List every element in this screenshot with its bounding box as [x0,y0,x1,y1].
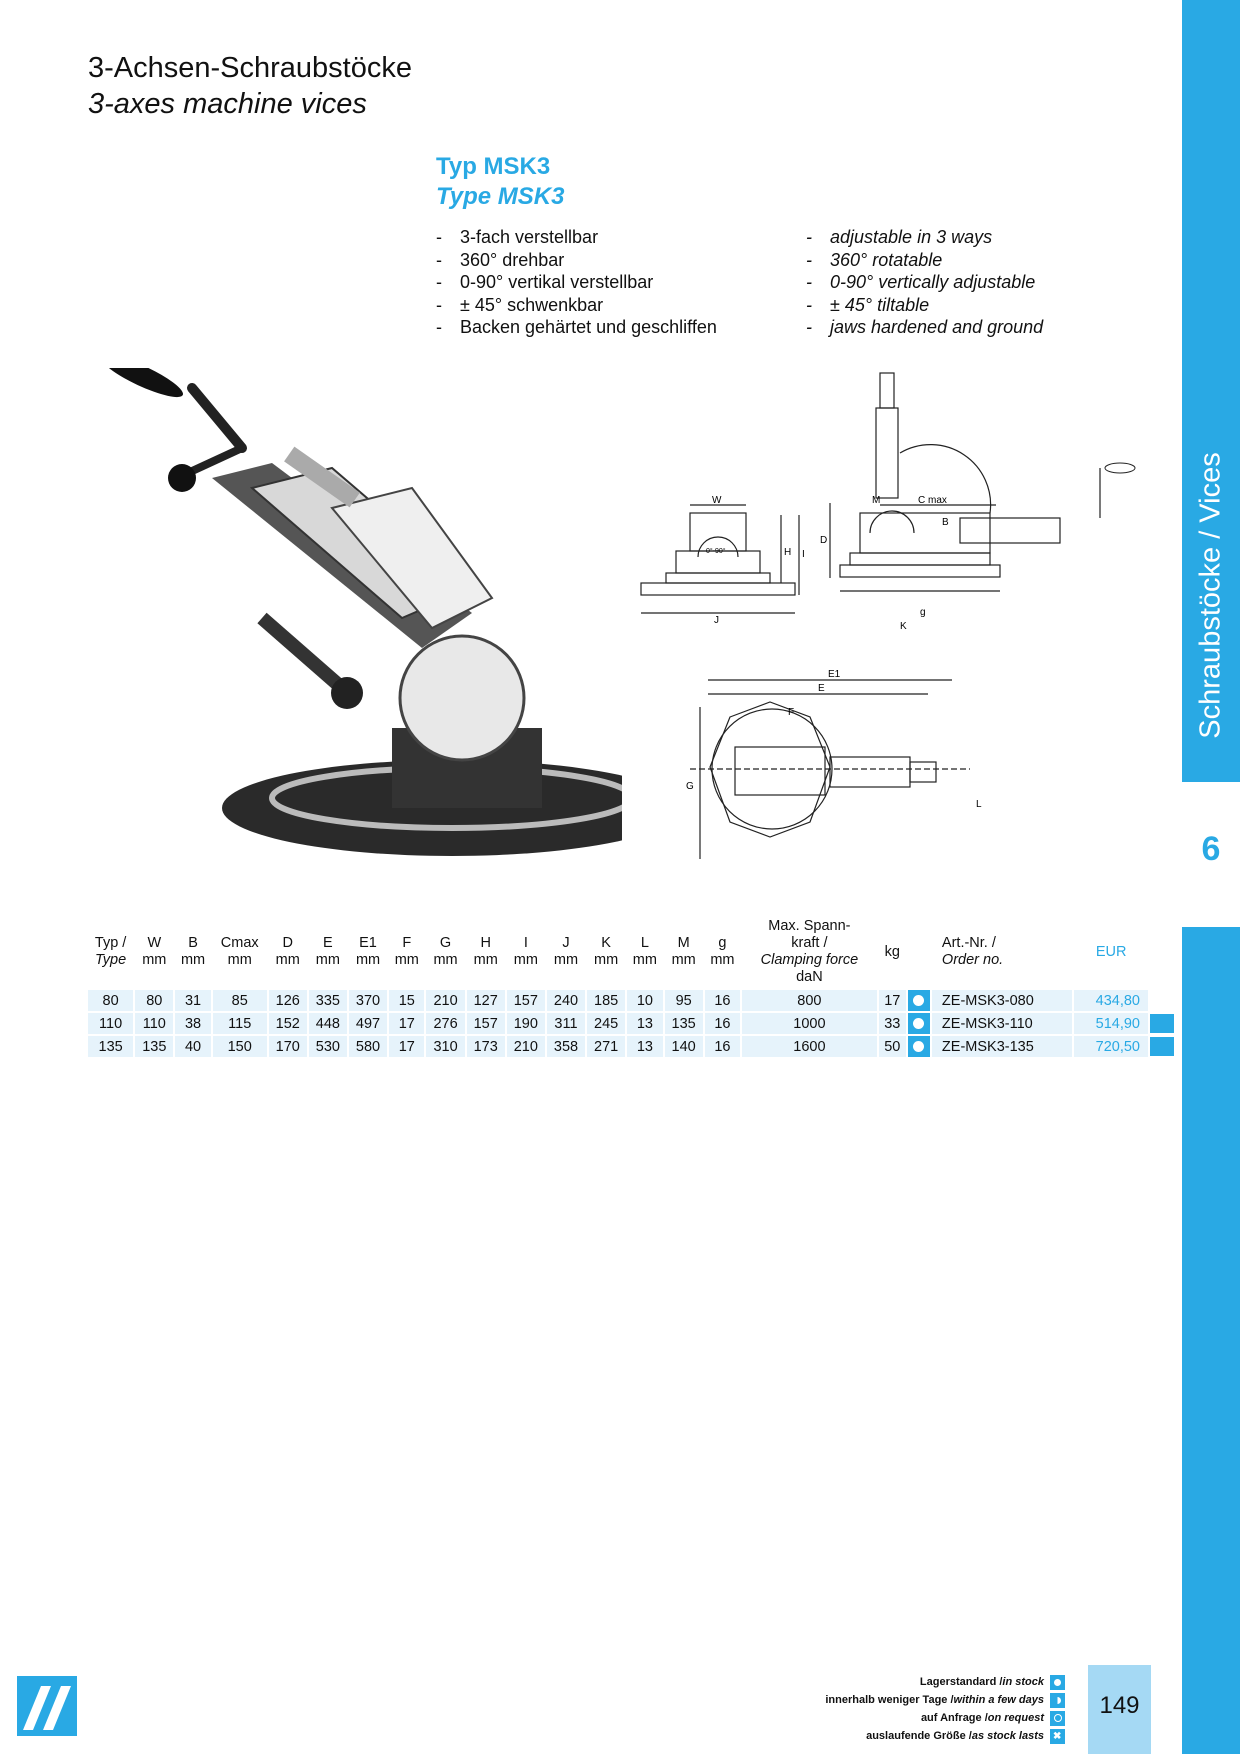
cell-order-no: ZE-MSK3-110 [932,1013,1072,1034]
cell-d: 126 [269,990,307,1011]
cell-j: 240 [547,990,585,1011]
truck-icon [1150,1037,1174,1056]
cell-h: 157 [467,1013,505,1034]
cell-i: 210 [507,1036,545,1057]
cell-price: 434,80 [1074,990,1148,1011]
table-header-row [88,916,1174,988]
truck-cell [1150,1013,1174,1034]
col-header: L mm [632,935,657,968]
stock-status-cell [908,1036,930,1057]
cell-g: 276 [426,1013,464,1034]
cell-g-small: 16 [705,1036,740,1057]
cell-d: 170 [269,1036,307,1057]
cell-l: 10 [627,990,662,1011]
col-header: K mm [594,935,619,968]
cell-m: 135 [665,1013,703,1034]
col-header: W mm [142,935,167,968]
dim-label-w: W [712,495,722,506]
in-stock-icon [913,1018,924,1029]
cell-w: 110 [135,1013,173,1034]
dim-label-i: I [802,549,805,560]
legend-item: Lagerstandard / in stock [825,1673,1065,1691]
cell-e: 335 [309,990,347,1011]
col-header: G mm [433,935,458,968]
col-header-kg: kg [884,943,900,960]
cell-type: 80 [88,990,133,1011]
ring-icon [1050,1711,1065,1726]
cell-k: 245 [587,1013,625,1034]
feature-item: - ± 45° schwenkbar [436,294,604,315]
cell-e: 448 [309,1013,347,1034]
col-header: I mm [513,935,538,968]
cell-i: 190 [507,1013,545,1034]
cell-h: 173 [467,1036,505,1057]
cell-g-small: 16 [705,1013,740,1034]
cell-order-no: ZE-MSK3-080 [932,990,1072,1011]
brand-logo [17,1676,77,1736]
cell-m: 140 [665,1036,703,1057]
cell-k: 271 [587,1036,625,1057]
feature-item: - 360° rotatable [806,249,943,270]
table-row [88,1013,1174,1034]
dim-label-cmax: C max [918,495,947,506]
cell-e1: 497 [349,1013,387,1034]
col-header-force: Max. Spann- kraft / Clamping force daN [760,918,859,985]
col-header: E1 mm [355,935,381,968]
in-stock-icon [913,1041,924,1052]
dim-label-d: D [820,535,828,546]
half-circle-icon [1050,1693,1065,1708]
cell-force: 800 [742,990,877,1011]
cell-h: 127 [467,990,505,1011]
availability-legend [825,1673,1065,1745]
cell-e1: 370 [349,990,387,1011]
sidebar-band-bottom [1182,927,1240,1754]
cell-j: 311 [547,1013,585,1034]
col-header: Typ / Type [94,935,127,968]
dim-label-b: B [942,517,949,528]
spec-table [86,914,1176,1059]
feature-item: - Backen gehärtet und geschliffen [436,317,717,338]
cell-g: 310 [426,1036,464,1057]
col-header-order: Art.-Nr. / Order no. [941,935,1004,968]
dim-label-e1: E1 [828,669,841,680]
in-stock-icon [913,995,924,1006]
feature-list-en [806,226,1043,339]
cell-d: 152 [269,1013,307,1034]
feature-item: - 0-90° vertically adjustable [806,272,1036,293]
chapter-number: 6 [1201,830,1221,868]
legend-item: innerhalb weniger Tage / within a few days [825,1691,1065,1709]
stock-status-cell [908,1013,930,1034]
col-header-truck [1150,916,1174,988]
dim-label-l: L [976,799,982,810]
table-row [88,990,1174,1011]
side-view-drawing [820,353,1142,638]
col-header: B mm [180,935,206,968]
col-header-eur: EUR [1095,943,1127,960]
cell-w: 80 [135,990,173,1011]
col-header: J mm [553,935,579,968]
cell-l: 13 [627,1036,662,1057]
full-circle-icon [1050,1675,1065,1690]
top-view-drawing [680,667,990,882]
product-photo [92,368,622,868]
cell-f: 17 [389,1036,424,1057]
cell-type: 135 [88,1036,133,1057]
feature-item: - 3-fach verstellbar [436,227,599,247]
section-label: Schraubstöcke / Vices [1194,451,1227,739]
cell-l: 13 [627,1013,662,1034]
col-header: F mm [394,935,419,968]
front-view-drawing [636,495,812,630]
cell-type: 110 [88,1013,133,1034]
col-header: H mm [473,935,498,968]
feature-item: - ± 45° tiltable [806,294,930,315]
legend-item: auf Anfrage / on request [825,1709,1065,1727]
col-header-stock [908,916,930,988]
cell-f: 15 [389,990,424,1011]
page-subtitle: 3-axes machine vices [88,88,367,120]
cell-cmax: 85 [213,990,267,1011]
cell-kg: 33 [879,1013,906,1034]
cell-g-small: 16 [705,990,740,1011]
dim-label-angle: 0°-90° [706,548,726,555]
cell-e1: 580 [349,1036,387,1057]
cell-i: 157 [507,990,545,1011]
page-number: 149 [1099,1692,1140,1719]
cell-price: 514,90 [1074,1013,1148,1034]
cell-m: 95 [665,990,703,1011]
cell-e: 530 [309,1036,347,1057]
dim-label-g-small: g [920,607,926,618]
cell-cmax: 150 [213,1036,267,1057]
cell-kg: 17 [879,990,906,1011]
cell-force: 1000 [742,1013,877,1034]
truck-icon [1150,1014,1174,1033]
cell-g: 210 [426,990,464,1011]
col-header: D mm [275,935,300,968]
cell-order-no: ZE-MSK3-135 [932,1036,1072,1057]
page-title: 3-Achsen-Schraubstöcke [88,52,412,84]
dim-label-k: K [900,621,907,632]
dim-label-e: E [818,683,825,694]
cell-price: 720,50 [1074,1036,1148,1057]
dim-label-g: G [686,781,694,792]
dim-label-h: H [784,547,792,558]
feature-list-de [436,226,717,339]
cell-f: 17 [389,1013,424,1034]
cell-b: 38 [175,1013,210,1034]
col-header: M mm [671,935,696,968]
dim-label-j: J [714,615,719,626]
col-header: g mm [710,935,735,968]
dim-label-m: M [872,495,881,506]
cell-b: 40 [175,1036,210,1057]
col-header: E mm [315,935,340,968]
cell-force: 1600 [742,1036,877,1057]
cell-b: 31 [175,990,210,1011]
col-header: Cmax mm [220,935,259,968]
cell-cmax: 115 [213,1013,267,1034]
dim-label-f: F [788,707,795,718]
truck-cell [1150,990,1174,1011]
product-type-de: Typ MSK3 [436,153,551,180]
table-row [88,1036,1174,1057]
feature-item: - 360° drehbar [436,249,565,270]
stock-status-cell [908,990,930,1011]
feature-item: - jaws hardened and ground [806,317,1044,338]
cross-icon [1050,1729,1065,1744]
legend-item: auslaufende Größe / as stock lasts ✖ [825,1727,1065,1745]
feature-item: - 0-90° vertikal verstellbar [436,272,654,293]
product-type-en: Type MSK3 [436,183,565,210]
feature-item: - adjustable in 3 ways [806,227,993,247]
cell-w: 135 [135,1036,173,1057]
truck-cell [1150,1036,1174,1057]
cell-kg: 50 [879,1036,906,1057]
cell-k: 185 [587,990,625,1011]
cell-j: 358 [547,1036,585,1057]
